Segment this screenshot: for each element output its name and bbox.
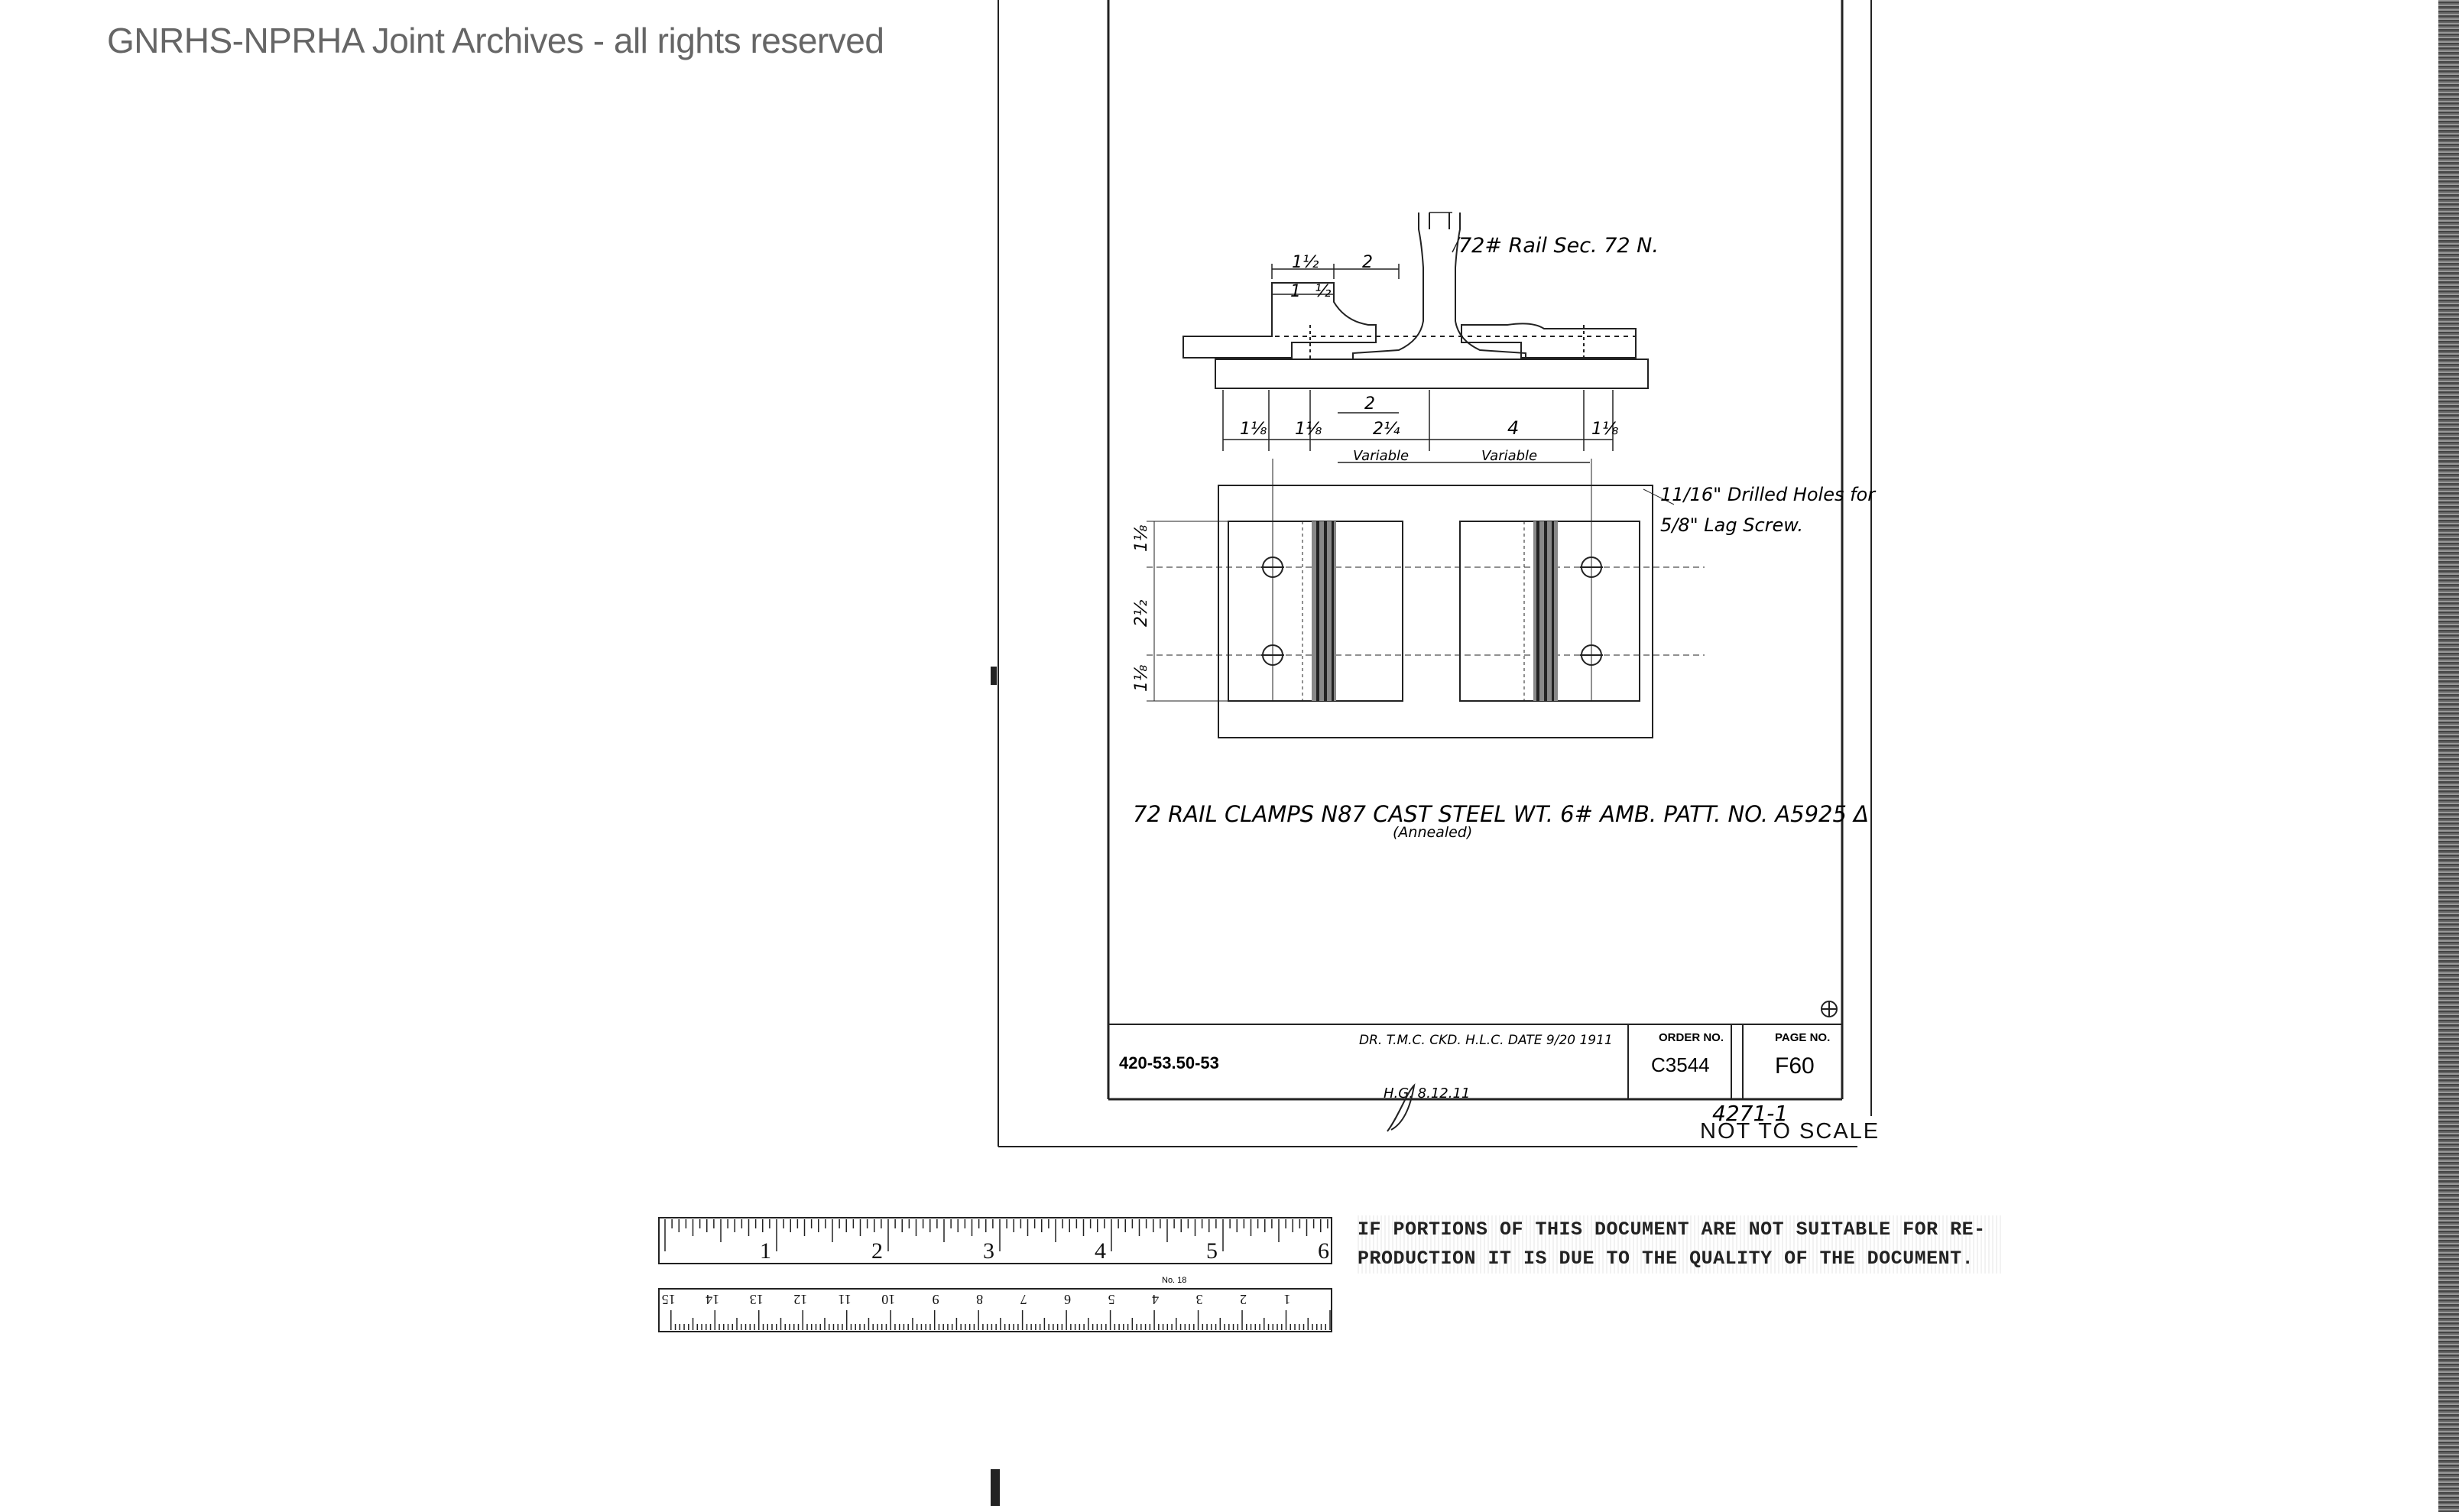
quality-notice-line2: PRODUCTION IT IS DUE TO THE QUALITY OF THE DOCUMENT. [1358,1248,1974,1270]
ruler-cm-label: 14 [706,1292,720,1307]
ruler-cm-label: 4 [1152,1292,1160,1307]
sheet-border [998,0,1871,1147]
dim-side-2: 2½ [1132,599,1151,627]
dim-bottom-1: 1⅛ [1240,420,1267,439]
scan-mark-left [991,667,997,685]
annealed-note: (Annealed) [1393,824,1473,841]
ruler-inch-label: 3 [983,1238,994,1264]
dim-bottom-2: 1⅛ [1295,420,1322,439]
ruler-cm-label: 5 [1108,1292,1115,1307]
ruler-cm-label: 11 [838,1292,852,1307]
ruler-inch-label: 1 [760,1238,771,1264]
not-to-scale-label: NOT TO SCALE [1700,1119,1880,1144]
dim-2: 2 [1364,394,1375,414]
scan-mark-bottom [991,1469,1000,1506]
drawing-number: 420-53.50-53 [1119,1053,1219,1072]
quality-notice [1358,1215,2003,1274]
ruler-cm-label: 2 [1240,1292,1247,1307]
reference-note: 4271-1 [1712,1101,1789,1126]
ruler-cm-label: 10 [881,1292,896,1307]
dim-bottom-3: 2¼ [1373,420,1400,439]
ruler-cm-label: 7 [1020,1292,1027,1307]
holes-label-line1: 11/16" Drilled Holes for [1660,484,1876,505]
dim-top-1: 1½ [1292,253,1319,272]
ruler-cm-label: 3 [1195,1292,1203,1307]
dim-top-4: ½ [1315,282,1332,301]
variable-label-left: Variable [1353,448,1410,464]
order-label: ORDER NO. [1659,1031,1724,1044]
dim-side-1: 1⅛ [1132,524,1151,552]
dim-top-3: 1 [1290,282,1301,301]
signature-line: DR. T.M.C. CKD. H.L.C. DATE 9/20 1911 [1359,1033,1613,1048]
variable-label-right: Variable [1481,448,1538,464]
ruler-cm-label: 12 [793,1292,808,1307]
quality-notice-line1: IF PORTIONS OF THIS DOCUMENT ARE NOT SUITABLE FOR RE- [1358,1218,1986,1241]
part-caption: 72 RAIL CLAMPS N87 CAST STEEL WT. 6# AMB. PATT. NO. A5925 Δ [1133,801,1870,827]
rail-label: 72# Rail Sec. 72 N. [1458,234,1659,258]
ruler-cm-label: 9 [932,1292,939,1307]
page-label: PAGE NO. [1775,1031,1831,1044]
ruler-cm-label: 1 [1283,1292,1291,1307]
measuring-ruler [657,1214,1345,1340]
ruler-inch-label: 2 [871,1238,883,1264]
scan-edge-strip [2438,0,2459,1512]
approval-initials: H.G. 8.12.11 [1384,1085,1471,1102]
rail-head-hatch-right [1533,521,1558,701]
rail-plan-view [1147,459,1705,738]
ruler-cm-label: 13 [749,1292,764,1307]
ruler-cm-label: 8 [976,1292,984,1307]
ruler-inch-label: 4 [1095,1238,1106,1264]
holes-label-line2: 5/8" Lag Screw. [1660,514,1804,536]
ruler-inch-label: 5 [1206,1238,1218,1264]
ruler-cm-label: 6 [1064,1292,1072,1307]
ruler-tag: No. 18 [1162,1276,1187,1285]
order-value: C3544 [1651,1053,1710,1076]
ruler-graphic [657,1214,1345,1336]
rail-head-hatch-left [1312,521,1336,701]
dim-side-3: 1⅛ [1132,664,1151,692]
archive-watermark: GNRHS-NPRHA Joint Archives - all rights reserved [107,21,884,60]
dim-top-2: 2 [1362,253,1373,272]
page-value: F60 [1775,1053,1815,1079]
dim-bottom-4: 4 [1507,417,1520,439]
dim-bottom-5: 1⅛ [1591,420,1619,439]
ruler-cm-label: 15 [661,1292,676,1307]
ruler-inch-label: 6 [1318,1238,1329,1264]
